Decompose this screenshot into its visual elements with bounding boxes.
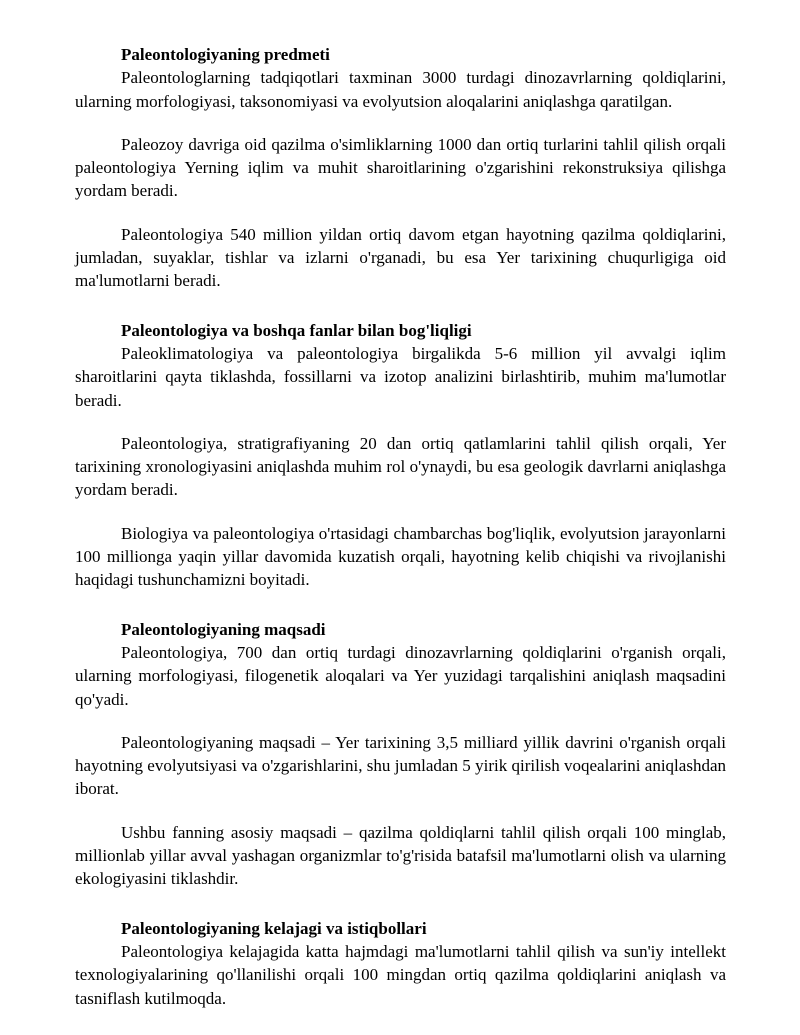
section-boglikligi xyxy=(75,319,726,592)
section-heading: Paleontologiya va boshqa fanlar bilan bog'liqligi xyxy=(121,320,472,340)
paragraph: Paleontologiyaning maqsadi – Yer tarixining 3,5 milliard yillik davrini o'rganish orqali hayotning evolyutsiyasi va o'zgarishlarini, shu jumladan 5 yirik qirilish voqealarini aniqlashdan iborat. xyxy=(75,732,726,799)
section-heading: Paleontologiyaning kelajagi va istiqbollari xyxy=(121,918,427,938)
section-predmeti xyxy=(75,43,726,293)
paragraph: Paleontologlarning tadqiqotlari taxminan 3000 turdagi dinozavrlarning qoldiqlarini, ularning morfologiyasi, taksonomiyasi va evolyutsion aloqalarini aniqlashga qaratilgan. xyxy=(75,68,726,111)
paragraph: Paleoklimatologiya va paleontologiya birgalikda 5-6 million yil avvalgi iqlim sharoitlarini qayta tiklashda, fossillarni va izotop analizini birlashtirib, muhim ma'lumotlar beradi. xyxy=(75,343,726,410)
paragraph: Paleontologiya, stratigrafiyaning 20 dan ortiq qatlamlarini tahlil qilish orqali, Yer tarixining xronologiyasini aniqlashda muhim rol o'ynaydi, bu esa geologik davrlarni aniqlashga yordam beradi. xyxy=(75,433,726,500)
paragraph: Paleontologiya, 700 dan ortiq turdagi dinozavrlarning qoldiqlarini o'rganish orqali, ularning morfologiyasi, filogenetik aloqalari va Yer yuzidagi tarqalishini aniqlash maqsadini qo'yadi. xyxy=(75,642,726,709)
section-maqsadi xyxy=(75,618,726,891)
paragraph: Paleozoy davriga oid qazilma o'simliklarning 1000 dan ortiq turlarini tahlil qilish orqali paleontologiya Yerning iqlim va muhit sharoitlarining o'zgarishini rekonstruksiya qilishga yordam beradi. xyxy=(75,134,726,201)
paragraph: Paleontologiya 540 million yildan ortiq davom etgan hayotning qazilma qoldiqlarini, jumladan, suyaklar, tishlar va izlarni o'rganadi, bu esa Yer tarixining chuqurligiga oid ma'lumotlarni beradi. xyxy=(75,224,726,291)
paragraph: Paleontologiya kelajagida katta hajmdagi ma'lumotlarni tahlil qilish va sun'iy intellekt texnologiyalarining qo'llanilishi orqali 100 mingdan ortiq qazilma qoldiqlarini aniqlash va tasniflash kutilmoqda. xyxy=(75,941,726,1008)
document-page xyxy=(75,43,726,1010)
paragraph: Biologiya va paleontologiya o'rtasidagi chambarchas bog'liqlik, evolyutsion jarayonlarni 100 millionga yaqin yillar davomida kuzatish orqali, hayotning kelib chiqishi va rivojlanishi haqidagi tushunchamizni boyitadi. xyxy=(75,523,726,590)
section-kelajagi xyxy=(75,917,726,1010)
section-heading: Paleontologiyaning maqsadi xyxy=(121,619,326,639)
section-heading: Paleontologiyaning predmeti xyxy=(121,45,330,64)
paragraph: Ushbu fanning asosiy maqsadi – qazilma qoldiqlarni tahlil qilish orqali 100 minglab, millionlab yillar avval yashagan organizmlar to'g'risida batafsil ma'lumotlarni olish va ularning ekologiyasini tiklashdir. xyxy=(75,822,726,889)
